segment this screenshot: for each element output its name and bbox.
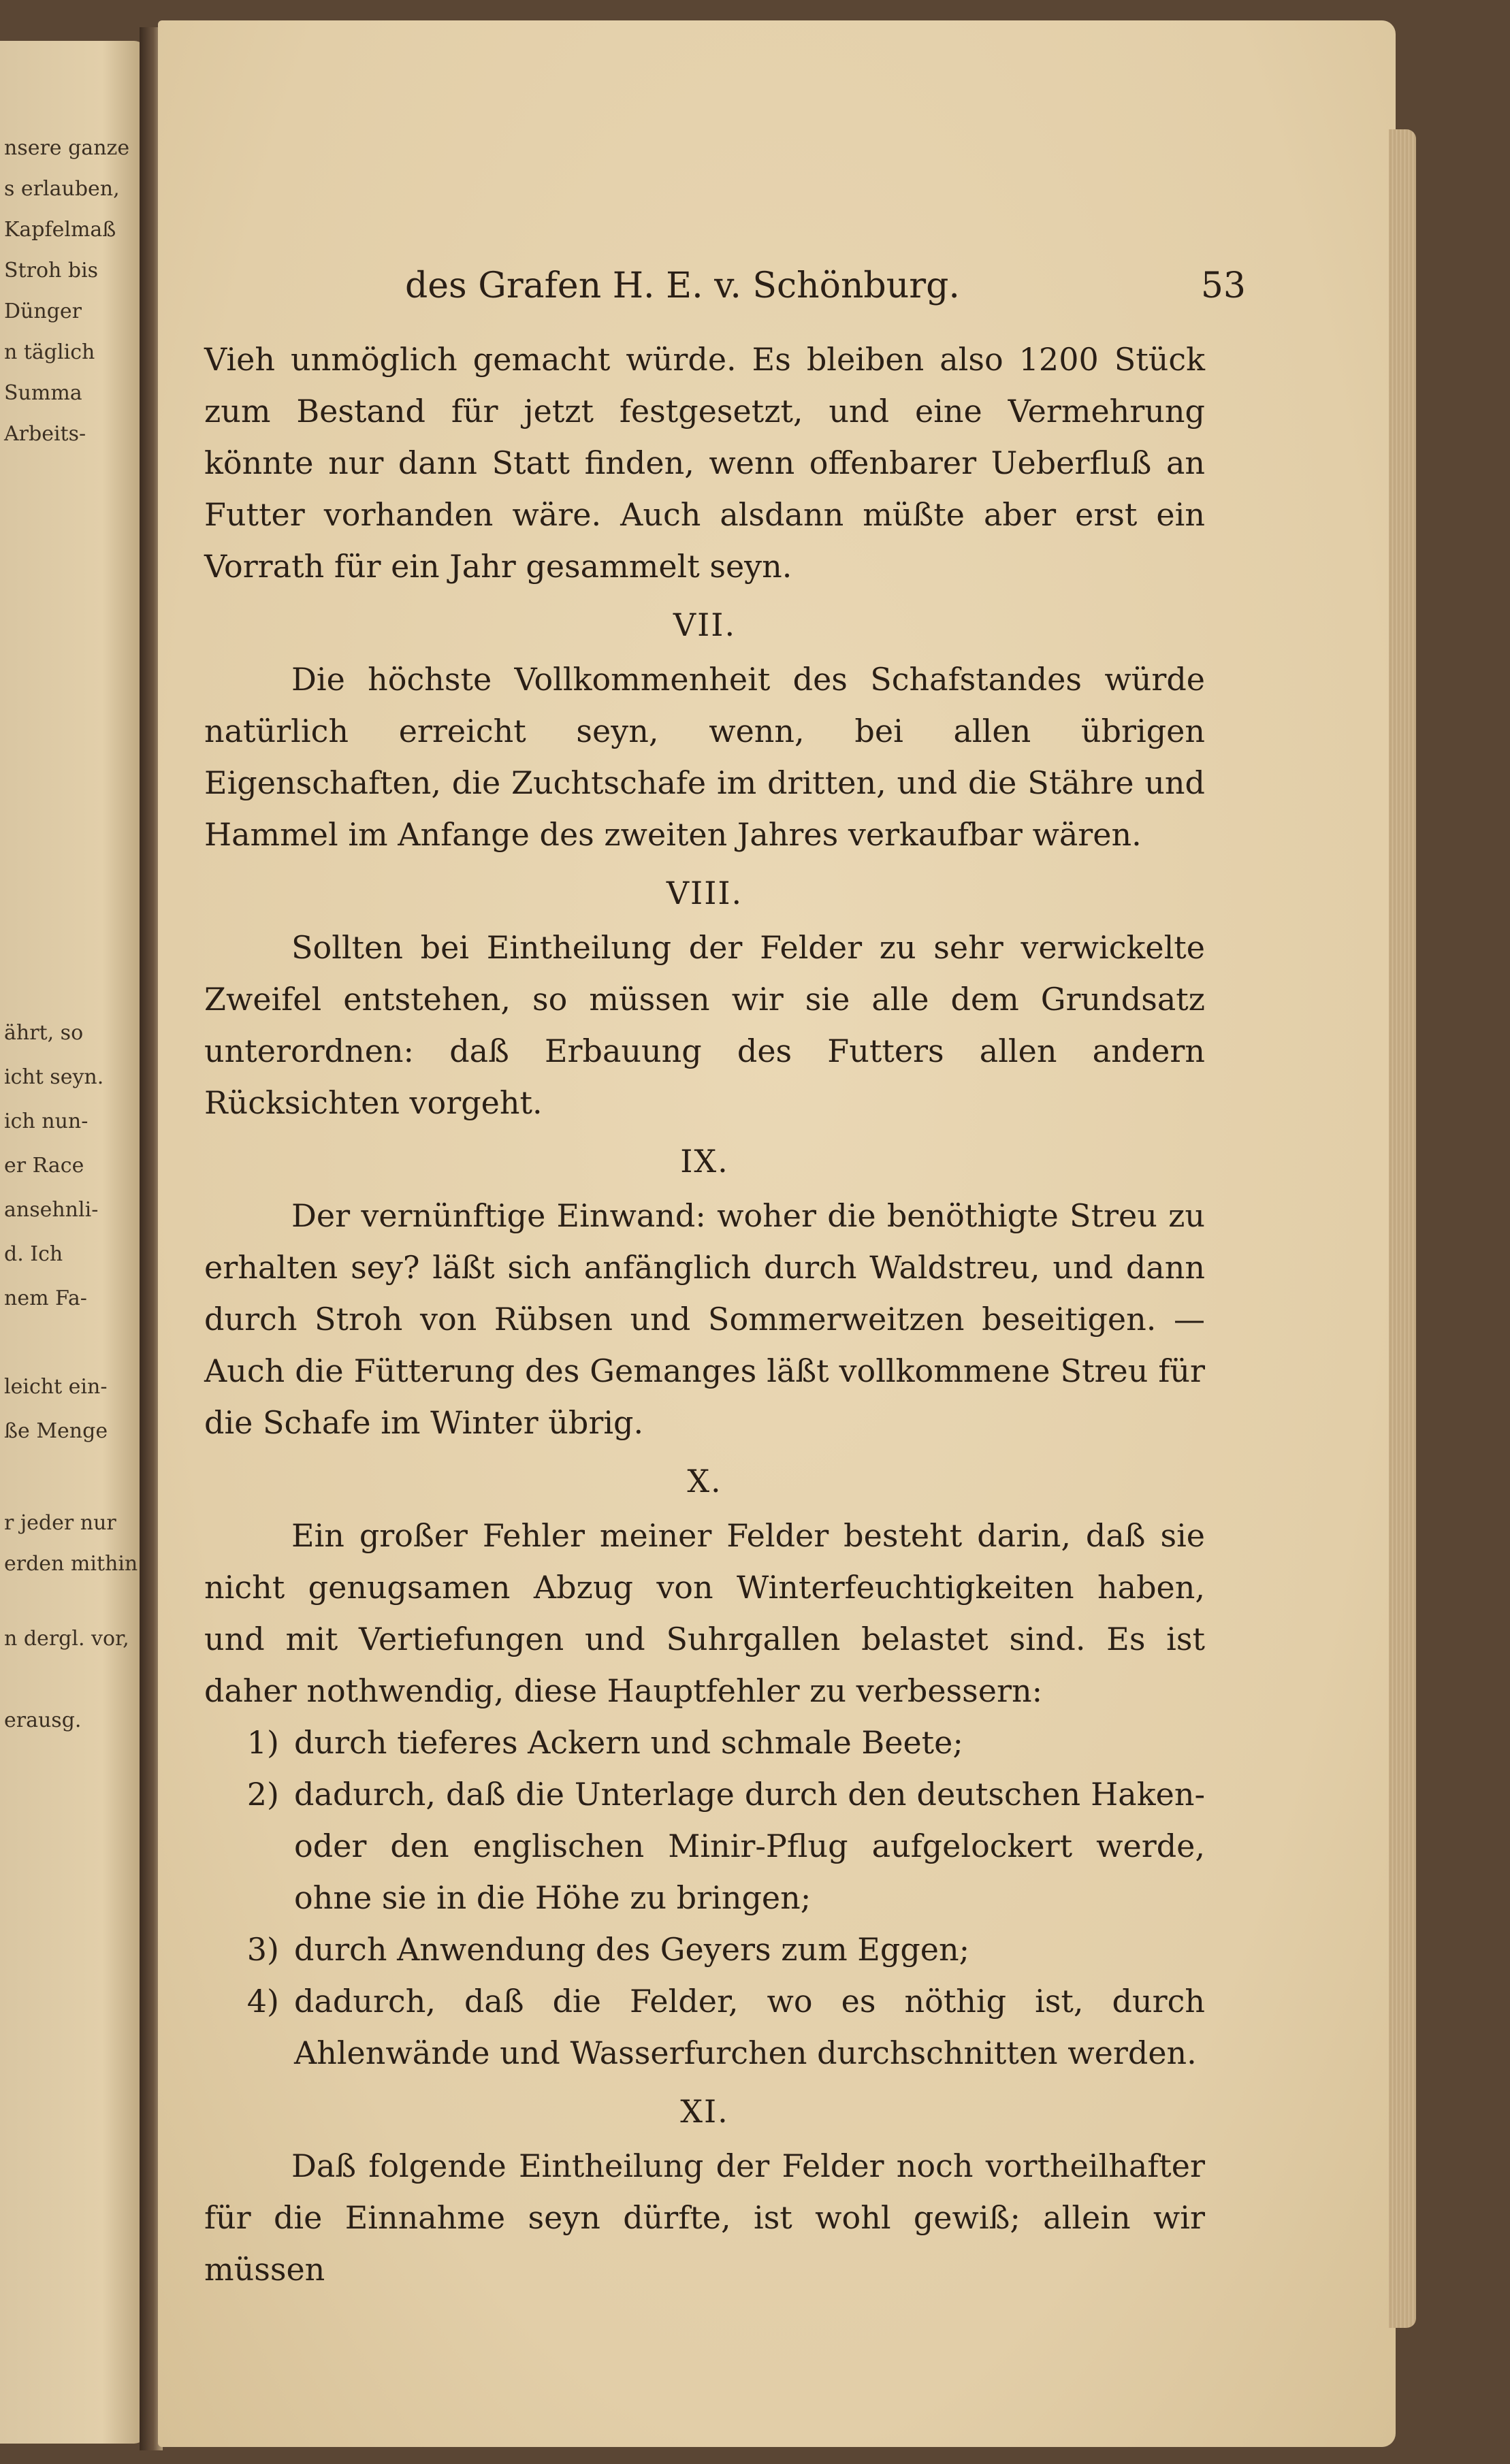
margin-fragment: ansehnli- <box>4 1198 99 1222</box>
margin-fragment: r jeder nur <box>4 1511 116 1535</box>
list-number: 2) <box>246 1776 279 1813</box>
margin-fragment: n dergl. vor, <box>4 1627 129 1651</box>
margin-fragment: nem Fa- <box>4 1286 87 1310</box>
margin-fragment: Summa <box>4 381 82 405</box>
margin-fragment: ße Menge <box>4 1419 108 1443</box>
list-number: 1) <box>246 1724 279 1761</box>
page-body <box>204 334 1205 2295</box>
margin-fragment: leicht ein- <box>4 1375 108 1399</box>
margin-fragment: Kapfelmaß <box>4 218 116 242</box>
margin-fragment: d. Ich <box>4 1242 63 1266</box>
section-heading: VIII. <box>666 875 743 911</box>
margin-fragment: ährt, so <box>4 1021 84 1045</box>
list-number: 4) <box>246 1983 279 2020</box>
margin-fragment: Dünger <box>4 299 82 323</box>
list-item <box>204 1717 1205 1768</box>
paragraph: Vieh unmöglich gemacht würde. Es bleiben also 1200 Stück zum Bestand für jetzt festgesetzt, und eine Vermehrung könnte nur dann Statt finden, wenn offenbarer Ueberfluß an Futter vorhanden wäre. Auch alsdann müßte aber erst ein Vorrath für ein Jahr gesammelt seyn. <box>204 341 1205 585</box>
list-text: durch Anwendung des Geyers zum Eggen; <box>294 1931 970 1968</box>
margin-fragment: erausg. <box>4 1708 82 1732</box>
paragraph: Sollten bei Eintheilung der Felder zu sehr verwickelte Zweifel entstehen, so müssen wir sie alle dem Grundsatz unterordnen: daß Erbauung des Futters allen andern Rücksichten vorgeht. <box>204 929 1205 1121</box>
paragraph: Ein großer Fehler meiner Felder besteht darin, daß sie nicht genugsamen Abzug von Winterfeuchtigkeiten haben, und mit Vertiefungen und Suhrgallen belastet sind. Es ist daher nothwendig, diese Hauptfehler zu verbessern: <box>204 1517 1205 1709</box>
section-heading: X. <box>687 1463 722 1500</box>
paragraph: Daß folgende Eintheilung der Felder noch vortheilhafter für die Einnahme seyn dürfte, ist wohl gewiß; allein wir müssen <box>204 2147 1205 2288</box>
margin-fragment: Stroh bis <box>4 259 99 282</box>
list-number: 3) <box>246 1931 279 1968</box>
facing-page-edge <box>0 41 146 2444</box>
margin-fragment: Arbeits- <box>4 422 86 446</box>
paragraph: Der vernünftige Einwand: woher die benöthigte Streu zu erhalten sey? läßt sich anfänglich durch Waldstreu, und dann durch Stroh von Rübsen und Sommerweitzen beseitigen. — Auch die Fütterung des Gemanges läßt vollkommene Streu für die Schafe im Winter übrig. <box>204 1197 1205 1441</box>
section-heading: IX. <box>680 1143 729 1180</box>
margin-fragment: icht seyn. <box>4 1065 104 1089</box>
margin-fragment: er Race <box>4 1154 84 1178</box>
paragraph: Die höchste Vollkommenheit des Schafstandes würde natürlich erreicht seyn, wenn, bei allen übrigen Eigenschaften, die Zuchtschafe im dritten, und die Stähre und Hammel im Anfange des zweiten Jahres verkaufbar wären. <box>204 661 1205 853</box>
list-item <box>204 1975 1205 2079</box>
list-text: durch tieferes Ackern und schmale Beete; <box>294 1724 963 1761</box>
section-heading: XI. <box>680 2093 729 2130</box>
section-heading: VII. <box>673 606 737 643</box>
list-item <box>204 1924 1205 1975</box>
running-title: des Grafen H. E. v. Schönburg. <box>405 265 960 306</box>
list-text: dadurch, daß die Unterlage durch den deutschen Haken- oder den englischen Minir-Pflug aufgelockert werde, ohne sie in die Höhe zu bringen; <box>294 1776 1205 1916</box>
list-text: dadurch, daß die Felder, wo es nöthig ist, durch Ahlenwände und Wasserfurchen durchschnitten werden. <box>294 1983 1205 2071</box>
margin-fragment: s erlauben, <box>4 177 120 201</box>
list-item <box>204 1768 1205 1924</box>
margin-fragment: erden mithin <box>4 1552 138 1576</box>
page-block-edge <box>1389 129 1416 2328</box>
margin-fragment: ich nun- <box>4 1109 89 1133</box>
margin-fragment: nsere ganze <box>4 136 130 160</box>
margin-fragment: n täglich <box>4 340 95 364</box>
page-number: 53 <box>1200 265 1246 306</box>
